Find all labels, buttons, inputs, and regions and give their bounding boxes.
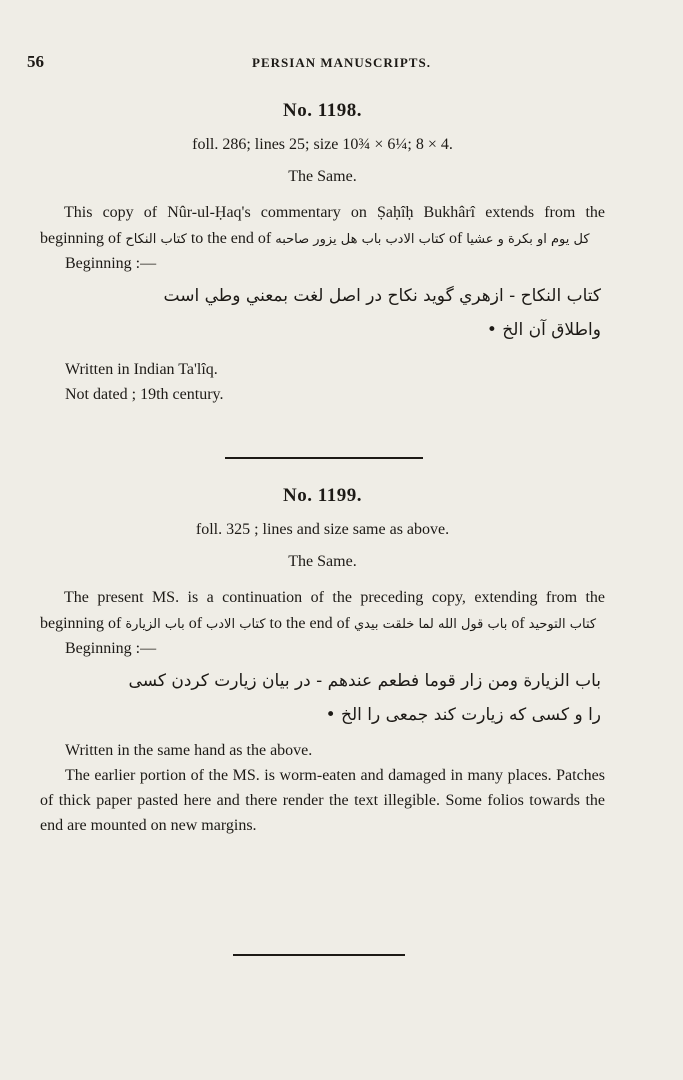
page-header — [0, 52, 683, 74]
desc-text-a: This copy of Nûr-ul-Ḥaq's commentary on Ṣaḥîḥ Bukhârî extends from the beginning of — [40, 204, 605, 247]
entry-number: No. 1199. — [283, 485, 362, 506]
entry-title: The Same. — [288, 553, 357, 570]
arabic-incipit-line-1: باب الزيارة ومن زار قوما فطعم عندهم - در بيان زيارت كردن كسى — [128, 671, 601, 691]
desc-text-c: to the end of — [269, 615, 350, 632]
desc-text-b: to the end of — [190, 230, 272, 247]
entry-1199 — [40, 485, 605, 838]
page-number: 56 — [27, 52, 44, 71]
entry-number: No. 1198. — [283, 100, 362, 121]
desc-arabic-1: باب الزيارة — [125, 617, 185, 632]
entry-1198 — [40, 100, 605, 407]
desc-text-d: of — [511, 615, 525, 632]
desc-arabic-4: كل يوم او بكرة و عشيا — [466, 232, 590, 247]
arabic-incipit-line-1: كتاب النكاح - ازهري گويد نكاح در اصل لغت بمعني وطي است — [163, 286, 601, 306]
entry-title: The Same. — [288, 168, 357, 185]
running-head: PERSIAN MANUSCRIPTS. — [252, 55, 431, 70]
desc-arabic-3: باب قول الله لما خلقت بيدي — [353, 617, 508, 632]
arabic-incipit-line-2: واطلاق آن الخ • — [486, 320, 601, 340]
script-note: Written in Indian Ta'lîq. — [65, 361, 218, 378]
beginning-label: Beginning :— — [65, 255, 157, 272]
desc-text-b: of — [188, 615, 203, 632]
desc-text-a: The present MS. is a continuation of the preceding copy, extending from the beginning of — [40, 589, 605, 632]
desc-text-c: of — [448, 230, 463, 247]
condition-note — [40, 763, 605, 838]
condition-text: The earlier portion of the MS. is worm-eaten and damaged in many places. Patches of thick paper pasted here and there render the text illegible. Some folios towards the end are mounted on new margins. — [40, 767, 605, 834]
desc-arabic-4: كتاب التوحيد — [528, 617, 597, 632]
date-note: Not dated ; 19th century. — [65, 386, 224, 403]
section-divider — [225, 457, 423, 459]
entry-description — [40, 585, 605, 638]
foll-line: foll. 325 ; lines and size same as above. — [195, 521, 450, 538]
arabic-incipit-line-2: را و كسى كه زيارت كند جمعى را الخ • — [325, 705, 601, 725]
desc-arabic-3: كتاب الادب — [385, 232, 445, 247]
desc-arabic-2: كتاب الادب — [206, 617, 266, 632]
desc-arabic-1: كتاب النكاح — [125, 232, 187, 247]
desc-arabic-2: باب هل يزور صاحبه — [275, 232, 382, 247]
entry-description — [40, 200, 605, 253]
beginning-label: Beginning :— — [65, 640, 157, 657]
foll-line: foll. 286; lines 25; size 10¾ × 6¼; 8 × 4. — [192, 136, 453, 153]
script-note: Written in the same hand as the above. — [65, 742, 313, 759]
section-divider — [233, 954, 405, 956]
